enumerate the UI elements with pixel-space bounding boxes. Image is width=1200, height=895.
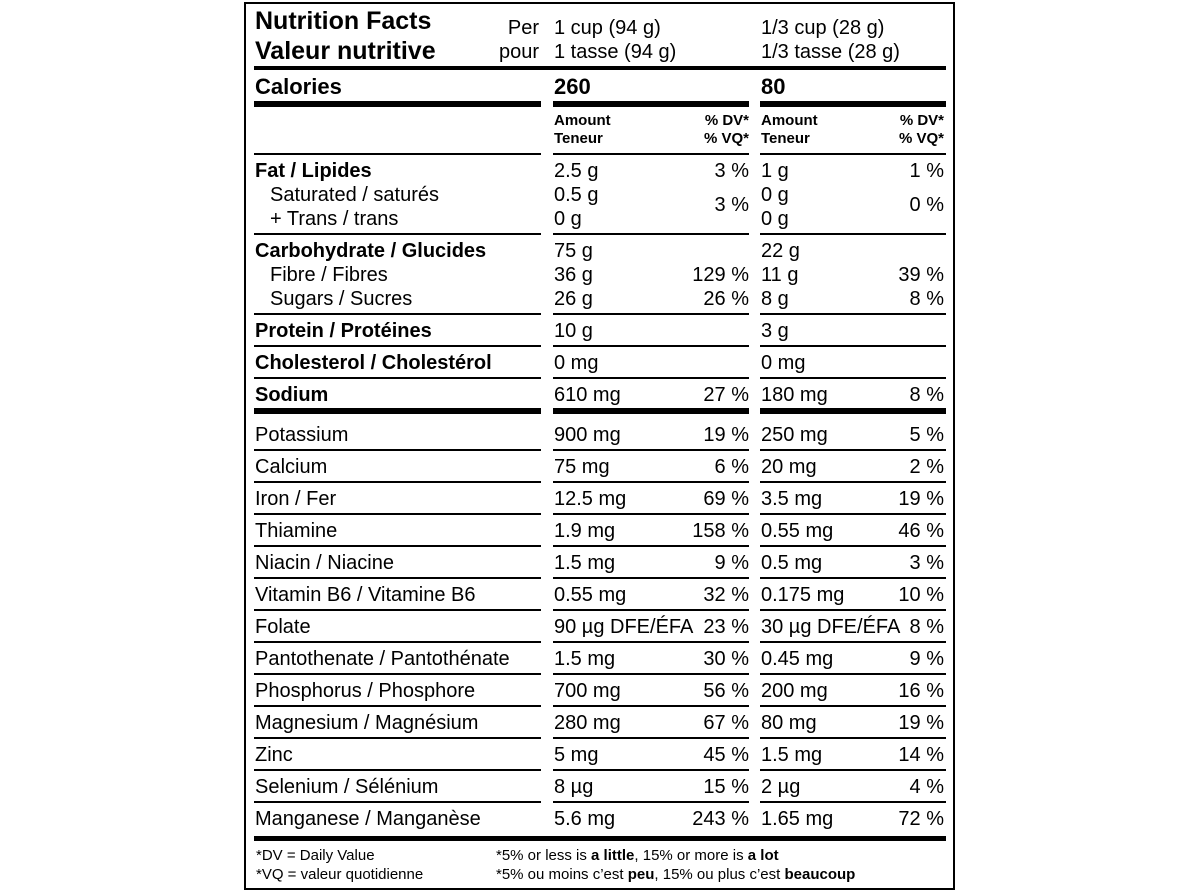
rule-mineral-3 <box>760 673 946 675</box>
fibre-label: Fibre / Fibres <box>270 264 388 286</box>
mineral-dv-1: 243 % <box>692 808 749 830</box>
sodium-amount-2: 180 mg <box>761 384 828 406</box>
mineral-label: Zinc <box>255 744 293 766</box>
sodium-amount-1: 610 mg <box>554 384 621 406</box>
rule-mineral-1 <box>254 449 541 451</box>
protein-amount-1: 10 g <box>554 320 593 342</box>
sat-trans-dv-1: 3 % <box>714 194 749 216</box>
mineral-amount-2: 0.55 mg <box>761 520 834 542</box>
rule-fat-2 <box>553 233 749 235</box>
rule-mineral-2 <box>553 545 749 547</box>
fat-amount-1: 2.5 g <box>554 160 599 182</box>
rule-fat-3 <box>760 233 946 235</box>
mineral-label: Vitamin B6 / Vitamine B6 <box>255 584 476 606</box>
vq-heading-2: % VQ* <box>898 130 944 147</box>
rule-mineral-2 <box>553 801 749 803</box>
mineral-label: Selenium / Sélénium <box>255 776 439 798</box>
rule-mineral-3 <box>760 481 946 483</box>
rule-calories-3 <box>760 101 946 107</box>
mineral-label: Potassium <box>255 424 349 446</box>
footnote-en-little: a little <box>591 847 635 864</box>
mineral-dv-2: 4 % <box>909 776 944 798</box>
cholesterol-label: Cholesterol / Cholestérol <box>255 352 492 374</box>
rule-cholesterol-1 <box>254 377 541 379</box>
rule-footer <box>254 836 946 841</box>
mineral-dv-1: 158 % <box>692 520 749 542</box>
mineral-dv-1: 69 % <box>703 488 749 510</box>
mineral-label: Niacin / Niacine <box>255 552 394 574</box>
mineral-amount-2: 3.5 mg <box>761 488 823 510</box>
rule-mineral-2 <box>553 641 749 643</box>
mineral-dv-1: 45 % <box>703 744 749 766</box>
footnote-dv <box>256 848 375 863</box>
rule-mineral-1 <box>254 737 541 739</box>
fibre-dv-1: 129 % <box>692 264 749 286</box>
rule-sodium-3 <box>760 408 946 414</box>
sugars-dv-1: 26 % <box>703 288 749 310</box>
rule-cholesterol-3 <box>760 377 946 379</box>
rule-calories-2 <box>553 101 749 107</box>
rule-sodium-2 <box>553 408 749 414</box>
mineral-dv-1: 23 % <box>703 616 749 638</box>
rule-mineral-1 <box>254 801 541 803</box>
fat-label: Fat / Lipides <box>255 160 372 182</box>
calories-label: Calories <box>255 74 342 99</box>
sugars-dv-2: 8 % <box>909 288 944 310</box>
carbohydrate-label: Carbohydrate / Glucides <box>255 240 487 262</box>
rule-mineral-3 <box>760 769 946 771</box>
saturated-amount-1: 0.5 g <box>554 184 599 206</box>
rule-mineral-3 <box>760 577 946 579</box>
rule-header <box>254 66 946 70</box>
calories-value-2: 80 <box>761 74 786 99</box>
trans-label: + Trans / trans <box>270 208 399 230</box>
mineral-amount-2: 20 mg <box>761 456 817 478</box>
rule-fat-1 <box>254 233 541 235</box>
rule-mineral-3 <box>760 513 946 515</box>
pour-label: pour <box>498 41 539 63</box>
fibre-amount-1: 36 g <box>554 264 593 286</box>
mineral-dv-2: 72 % <box>898 808 944 830</box>
saturated-label: Saturated / saturés <box>270 184 439 206</box>
mineral-amount-2: 200 mg <box>761 680 828 702</box>
calories-value-1: 260 <box>554 74 591 99</box>
mineral-dv-2: 8 % <box>909 616 944 638</box>
rule-mineral-1 <box>254 481 541 483</box>
fibre-amount-2: 11 g <box>761 264 799 286</box>
mineral-label: Pantothenate / Pantothénate <box>255 648 510 670</box>
mineral-amount-2: 1.5 mg <box>761 744 823 766</box>
rule-mineral-2 <box>553 769 749 771</box>
rule-mineral-2 <box>553 673 749 675</box>
mineral-amount-2: 0.175 mg <box>761 584 845 606</box>
vq-heading-1: % VQ* <box>703 130 749 147</box>
rule-mineral-1 <box>254 577 541 579</box>
rule-mineral-1 <box>254 673 541 675</box>
rule-protein-2 <box>553 345 749 347</box>
mineral-amount-1: 5 mg <box>554 744 599 766</box>
dv-heading-1: % DV* <box>704 112 749 129</box>
rule-mineral-2 <box>553 481 749 483</box>
mineral-dv-1: 15 % <box>703 776 749 798</box>
rule-cols-1 <box>254 153 541 155</box>
rule-mineral-1 <box>254 609 541 611</box>
footnote-fr-beaucoup: beaucoup <box>784 866 856 883</box>
mineral-amount-1: 8 µg <box>554 776 594 798</box>
mineral-amount-1: 280 mg <box>554 712 621 734</box>
mineral-label: Iron / Fer <box>255 488 337 510</box>
mineral-amount-1: 5.6 mg <box>554 808 616 830</box>
mineral-dv-1: 9 % <box>714 552 749 574</box>
mineral-amount-1: 700 mg <box>554 680 621 702</box>
mineral-label: Calcium <box>255 456 328 478</box>
sat-trans-dv-2: 0 % <box>909 194 944 216</box>
teneur-heading-2: Teneur <box>761 130 810 147</box>
footnote-fr-peu: peu <box>627 866 655 883</box>
mineral-amount-1: 0.55 mg <box>554 584 627 606</box>
dv-heading-2: % DV* <box>899 112 944 129</box>
rule-carb-2 <box>553 313 749 315</box>
rule-cholesterol-2 <box>553 377 749 379</box>
mineral-amount-1: 1.5 mg <box>554 648 616 670</box>
sodium-dv-1: 27 % <box>703 384 749 406</box>
rule-calories-1 <box>254 101 541 107</box>
rule-mineral-3 <box>760 449 946 451</box>
amount-heading-2: Amount <box>761 112 818 129</box>
mineral-dv-1: 56 % <box>703 680 749 702</box>
fat-dv-2: 1 % <box>909 160 944 182</box>
footnote-dv-star: * <box>256 847 262 864</box>
mineral-amount-1: 12.5 mg <box>554 488 627 510</box>
cholesterol-amount-1: 0 mg <box>554 352 599 374</box>
mineral-amount-1: 1.9 mg <box>554 520 616 542</box>
mineral-amount-2: 2 µg <box>761 776 801 798</box>
rule-mineral-2 <box>553 513 749 515</box>
rule-mineral-2 <box>553 609 749 611</box>
footnote-vq <box>256 867 423 882</box>
mineral-label: Manganese / Manganèse <box>255 808 481 830</box>
mineral-label: Folate <box>255 616 311 638</box>
rule-mineral-3 <box>760 705 946 707</box>
mineral-amount-1: 1.5 mg <box>554 552 616 574</box>
mineral-label: Phosphorus / Phosphore <box>255 680 476 702</box>
sugars-label: Sugars / Sucres <box>270 288 413 310</box>
footnote-en-part: *5% or less is <box>496 847 592 864</box>
mineral-amount-1: 90 µg DFE/ÉFA <box>554 616 694 638</box>
footnote-dv-text: DV = Daily Value <box>261 847 375 864</box>
mineral-dv-2: 10 % <box>898 584 944 606</box>
rule-mineral-1 <box>254 513 541 515</box>
fibre-dv-2: 39 % <box>898 264 944 286</box>
rule-mineral-1 <box>254 769 541 771</box>
amount-heading-1: Amount <box>554 112 611 129</box>
teneur-heading-1: Teneur <box>554 130 603 147</box>
carbohydrate-amount-2: 22 g <box>761 240 800 262</box>
rule-mineral-3 <box>760 609 946 611</box>
rule-mineral-1 <box>254 705 541 707</box>
rule-mineral-2 <box>553 737 749 739</box>
protein-amount-2: 3 g <box>761 320 789 342</box>
title-french: Valeur nutritive <box>255 37 436 65</box>
mineral-dv-2: 19 % <box>898 488 944 510</box>
footnote-fr-part: , 15% ou plus c’est <box>654 866 785 883</box>
title-english: Nutrition Facts <box>255 7 432 35</box>
mineral-amount-2: 250 mg <box>761 424 828 446</box>
trans-amount-1: 0 g <box>554 208 582 230</box>
serving-size-2-en: 1/3 cup (28 g) <box>761 17 885 39</box>
rule-mineral-3 <box>760 641 946 643</box>
saturated-amount-2: 0 g <box>761 184 789 206</box>
sugars-amount-1: 26 g <box>554 288 593 310</box>
serving-size-2-fr: 1/3 tasse (28 g) <box>761 41 900 63</box>
trans-amount-2: 0 g <box>761 208 789 230</box>
protein-label: Protein / Protéines <box>255 320 432 342</box>
mineral-dv-1: 30 % <box>703 648 749 670</box>
mineral-dv-1: 67 % <box>703 712 749 734</box>
sodium-label: Sodium <box>255 384 329 406</box>
mineral-label: Thiamine <box>255 520 338 542</box>
rule-cols-3 <box>760 153 946 155</box>
sodium-dv-2: 8 % <box>909 384 944 406</box>
rule-mineral-2 <box>553 449 749 451</box>
mineral-amount-2: 30 µg DFE/ÉFA <box>761 616 901 638</box>
rule-protein-1 <box>254 345 541 347</box>
mineral-dv-1: 32 % <box>703 584 749 606</box>
rule-mineral-1 <box>254 545 541 547</box>
footnote-vq-star: * <box>256 866 262 883</box>
rule-protein-3 <box>760 345 946 347</box>
mineral-dv-2: 9 % <box>909 648 944 670</box>
mineral-label: Magnesium / Magnésium <box>255 712 479 734</box>
mineral-amount-2: 80 mg <box>761 712 817 734</box>
rule-mineral-2 <box>553 705 749 707</box>
fat-amount-2: 1 g <box>761 160 789 182</box>
serving-size-1-en: 1 cup (94 g) <box>554 17 661 39</box>
mineral-amount-1: 900 mg <box>554 424 621 446</box>
cholesterol-amount-2: 0 mg <box>761 352 806 374</box>
rule-mineral-3 <box>760 737 946 739</box>
footnote-french-scale <box>496 867 855 882</box>
footnote-en-part: , 15% or more is <box>634 847 748 864</box>
rule-carb-3 <box>760 313 946 315</box>
rule-mineral-1 <box>254 641 541 643</box>
rule-mineral-3 <box>760 801 946 803</box>
footnote-en-lot: a lot <box>747 847 779 864</box>
mineral-dv-1: 19 % <box>703 424 749 446</box>
rule-mineral-2 <box>553 577 749 579</box>
serving-size-1-fr: 1 tasse (94 g) <box>554 41 677 63</box>
per-label: Per <box>507 17 539 39</box>
footnote-english-scale <box>496 848 779 863</box>
rule-cols-2 <box>553 153 749 155</box>
rule-carb-1 <box>254 313 541 315</box>
rule-mineral-3 <box>760 545 946 547</box>
rule-sodium-1 <box>254 408 541 414</box>
footnote-vq-text: VQ = valeur quotidienne <box>261 866 424 883</box>
mineral-dv-2: 3 % <box>909 552 944 574</box>
mineral-amount-2: 1.65 mg <box>761 808 834 830</box>
mineral-dv-1: 6 % <box>714 456 749 478</box>
mineral-dv-2: 14 % <box>898 744 944 766</box>
fat-dv-1: 3 % <box>714 160 749 182</box>
mineral-amount-2: 0.45 mg <box>761 648 834 670</box>
mineral-dv-2: 46 % <box>898 520 944 542</box>
footnote-fr-part: *5% ou moins c’est <box>496 866 628 883</box>
mineral-dv-2: 5 % <box>909 424 944 446</box>
mineral-dv-2: 2 % <box>909 456 944 478</box>
sugars-amount-2: 8 g <box>761 288 789 310</box>
mineral-dv-2: 16 % <box>898 680 944 702</box>
mineral-amount-2: 0.5 mg <box>761 552 823 574</box>
mineral-dv-2: 19 % <box>898 712 944 734</box>
carbohydrate-amount-1: 75 g <box>554 240 593 262</box>
mineral-amount-1: 75 mg <box>554 456 610 478</box>
